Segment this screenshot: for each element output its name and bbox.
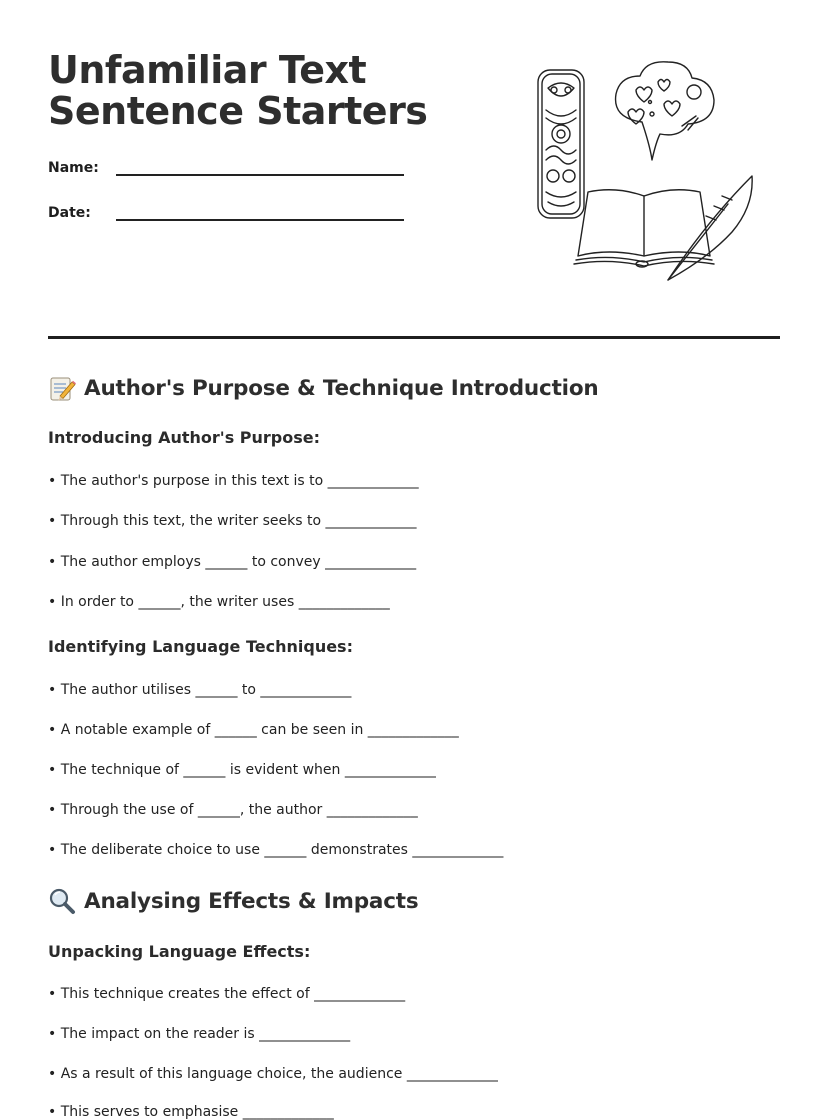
list-item: • The author utilises ______ to _____________ — [48, 682, 352, 698]
header-divider — [48, 336, 780, 339]
section-heading-effects — [48, 887, 418, 915]
list-item: • Through the use of ______, the author _____________ — [48, 802, 418, 818]
title-line-1: Unfamiliar Text — [48, 48, 367, 92]
list-item: • The author employs ______ to convey _____________ — [48, 554, 417, 570]
list-item: • The technique of ______ is evident when _____________ — [48, 762, 436, 778]
open-book-icon — [574, 190, 714, 267]
list-item: • As a result of this language choice, the audience _____________ — [48, 1066, 498, 1082]
title-line-2: Sentence Starters — [48, 89, 428, 133]
date-input-line[interactable] — [116, 205, 404, 221]
list-item: • In order to ______, the writer uses _____________ — [48, 594, 390, 610]
date-label: Date: — [48, 205, 91, 221]
carved-pou-icon — [538, 70, 584, 218]
name-label: Name: — [48, 160, 99, 176]
list-item: • Through this text, the writer seeks to _____________ — [48, 513, 417, 529]
header-illustration — [532, 60, 760, 286]
thought-bubble-icon — [616, 62, 714, 160]
list-item: • The deliberate choice to use ______ demonstrates _____________ — [48, 842, 504, 858]
section-heading-text: Analysing Effects & Impacts — [84, 888, 419, 914]
quill-pen-icon — [668, 176, 752, 280]
list-item: • This technique creates the effect of _____________ — [48, 986, 406, 1002]
magnifying-glass-icon — [48, 887, 76, 915]
list-item: • The impact on the reader is _____________ — [48, 1026, 351, 1042]
list-item: • This serves to emphasise _____________ — [48, 1104, 334, 1120]
section-heading-purpose — [48, 374, 599, 402]
name-input-line[interactable] — [116, 160, 404, 176]
memo-pencil-icon — [48, 374, 76, 402]
list-item: • The author's purpose in this text is to _____________ — [48, 473, 419, 489]
section-heading-text: Author's Purpose & Technique Introduction — [84, 375, 599, 401]
name-field[interactable] — [48, 160, 404, 176]
subheading-language-techniques: Identifying Language Techniques: — [48, 637, 353, 656]
page-title — [48, 50, 427, 132]
subheading-introducing-purpose: Introducing Author's Purpose: — [48, 428, 321, 447]
subheading-language-effects: Unpacking Language Effects: — [48, 942, 311, 961]
date-field[interactable] — [48, 205, 404, 221]
list-item: • A notable example of ______ can be seen in _____________ — [48, 722, 459, 738]
